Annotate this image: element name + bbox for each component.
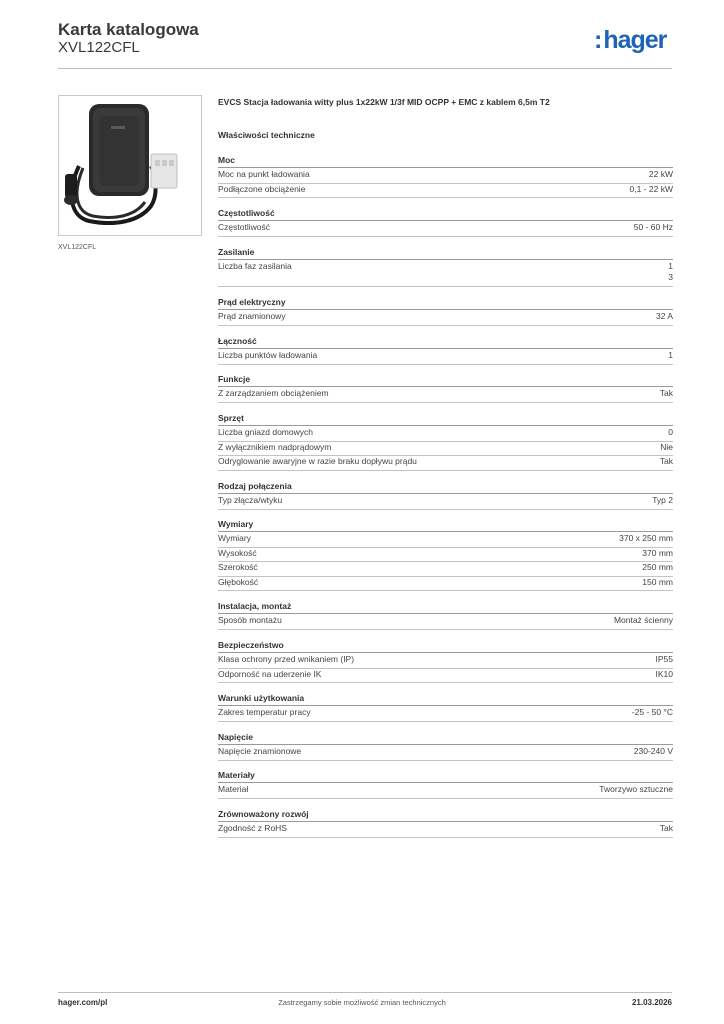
row-divider bbox=[218, 760, 673, 761]
row-divider bbox=[218, 721, 673, 722]
row-divider bbox=[218, 364, 673, 365]
row-divider bbox=[218, 837, 673, 838]
section-title: Warunki użytkowania bbox=[218, 693, 305, 703]
section-divider bbox=[218, 782, 673, 783]
section-title: Zrównoważony rozwój bbox=[218, 809, 309, 819]
section-title: Łączność bbox=[218, 336, 257, 346]
section-divider bbox=[218, 220, 673, 221]
section-title: Rodzaj połączenia bbox=[218, 481, 292, 491]
spec-label: Liczba gniazd domowych bbox=[218, 427, 313, 437]
section-divider bbox=[218, 386, 673, 387]
section-title: Zasilanie bbox=[218, 247, 255, 257]
spec-value: 1 bbox=[668, 261, 673, 271]
row-divider bbox=[218, 402, 673, 403]
section-title: Moc bbox=[218, 155, 235, 165]
section-title: Prąd elektryczny bbox=[218, 297, 286, 307]
spec-label: Zgodność z RoHS bbox=[218, 823, 287, 833]
spec-label: Wysokość bbox=[218, 547, 257, 558]
logo-colon: : bbox=[594, 26, 603, 54]
row-divider bbox=[218, 236, 673, 237]
footer-date: 21.03.2026 bbox=[631, 998, 672, 1007]
spec-value: 250 mm bbox=[642, 562, 673, 572]
section-title: Instalacja, montaż bbox=[218, 601, 292, 611]
spec-label: Z zarządzaniem obciążeniem bbox=[218, 388, 329, 398]
spec-label: Moc na punkt ładowania bbox=[218, 169, 310, 179]
spec-label: Sposób montażu bbox=[218, 615, 282, 625]
section-divider bbox=[218, 705, 673, 706]
section-divider bbox=[218, 493, 673, 494]
section-title: Częstotliwość bbox=[218, 208, 275, 218]
spec-value: -25 - 50 °C bbox=[631, 707, 673, 717]
technical-properties-title: Właściwości techniczne bbox=[218, 130, 315, 140]
hager-logo bbox=[594, 26, 666, 54]
spec-label: Materiał bbox=[218, 784, 249, 794]
row-divider bbox=[218, 286, 673, 287]
spec-value-secondary: 3 bbox=[668, 272, 673, 282]
row-divider bbox=[218, 470, 673, 471]
spec-value: 1 bbox=[668, 350, 673, 360]
spec-value: 0,1 - 22 kW bbox=[629, 183, 673, 194]
row-divider bbox=[218, 576, 673, 577]
spec-value: Typ 2 bbox=[652, 495, 673, 505]
spec-value: Tak bbox=[659, 823, 673, 833]
spec-value: IK10 bbox=[655, 668, 673, 679]
section-divider bbox=[218, 348, 673, 349]
section-title: Sprzęt bbox=[218, 413, 244, 423]
image-caption: XVL122CFL bbox=[58, 244, 97, 251]
spec-label: Klasa ochrony przed wnikaniem (IP) bbox=[218, 654, 355, 664]
section-divider bbox=[218, 613, 673, 614]
spec-value: Montaż ścienny bbox=[613, 615, 673, 625]
row-divider bbox=[218, 682, 673, 683]
product-image bbox=[58, 95, 202, 236]
section-divider bbox=[218, 309, 673, 310]
section-title: Wymiary bbox=[218, 519, 254, 529]
spec-label: Głębokość bbox=[218, 576, 259, 587]
section-divider bbox=[218, 531, 673, 532]
spec-value: Nie bbox=[660, 441, 673, 452]
spec-label: Odryglowanie awaryjne w razie braku dopływu prądu bbox=[218, 456, 417, 466]
spec-value: 0 bbox=[668, 427, 673, 437]
section-divider bbox=[218, 259, 673, 260]
spec-value: 32 A bbox=[655, 311, 673, 321]
footer-website: hager.com/pl bbox=[58, 998, 108, 1007]
footer-divider bbox=[58, 992, 672, 993]
row-divider bbox=[218, 197, 673, 198]
spec-value: 150 mm bbox=[642, 576, 673, 587]
spec-label: Prąd znamionowy bbox=[218, 311, 286, 321]
row-divider bbox=[218, 629, 673, 630]
spec-label: Liczba faz zasilania bbox=[218, 261, 292, 271]
section-title: Materiały bbox=[218, 770, 255, 780]
row-divider bbox=[218, 561, 673, 562]
section-divider bbox=[218, 425, 673, 426]
section-title: Napięcie bbox=[218, 732, 253, 742]
page-title: Karta katalogowa bbox=[58, 20, 199, 39]
logo-text: hager bbox=[603, 26, 667, 54]
spec-value: IP55 bbox=[655, 654, 673, 664]
spec-label: Z wyłącznikiem nadprądowym bbox=[218, 441, 332, 452]
footer-disclaimer: Zastrzegamy sobie możliwość zmian technicznych bbox=[278, 998, 446, 1007]
spec-label: Częstotliwość bbox=[218, 222, 270, 232]
spec-label: Napięcie znamionowe bbox=[218, 746, 302, 756]
spec-label: Liczba punktów ładowania bbox=[218, 350, 318, 360]
row-divider bbox=[218, 590, 673, 591]
spec-value: 370 mm bbox=[642, 547, 673, 558]
spec-value: 22 kW bbox=[648, 169, 673, 179]
spec-value: 230-240 V bbox=[633, 746, 673, 756]
spec-label: Wymiary bbox=[218, 533, 251, 543]
spec-value: 50 - 60 Hz bbox=[633, 222, 673, 232]
row-divider bbox=[218, 547, 673, 548]
section-divider bbox=[218, 821, 673, 822]
product-description: EVCS Stacja ładowania witty plus 1x22kW 1/3f MID OCPP + EMC z kablem 6,5m T2 bbox=[218, 97, 550, 107]
spec-label: Zakres temperatur pracy bbox=[218, 707, 311, 717]
spec-label: Podłączone obciążenie bbox=[218, 183, 306, 194]
spec-label: Typ złącza/wtyku bbox=[218, 495, 283, 505]
section-title: Bezpieczeństwo bbox=[218, 640, 284, 650]
ev-charging-station-image bbox=[59, 96, 201, 235]
spec-value: 370 x 250 mm bbox=[619, 533, 673, 543]
row-divider bbox=[218, 509, 673, 510]
spec-value: Tak bbox=[659, 456, 673, 466]
row-divider bbox=[218, 798, 673, 799]
product-code-title: XVL122CFL bbox=[58, 39, 140, 56]
section-divider bbox=[218, 652, 673, 653]
spec-label: Szerokość bbox=[218, 562, 258, 572]
row-divider bbox=[218, 325, 673, 326]
spec-value: Tak bbox=[659, 388, 673, 398]
spec-value: Tworzywo sztuczne bbox=[599, 784, 673, 794]
header-divider bbox=[58, 68, 672, 69]
section-title: Funkcje bbox=[218, 374, 251, 384]
section-divider bbox=[218, 167, 673, 168]
spec-label: Odporność na uderzenie IK bbox=[218, 668, 322, 679]
section-divider bbox=[218, 744, 673, 745]
